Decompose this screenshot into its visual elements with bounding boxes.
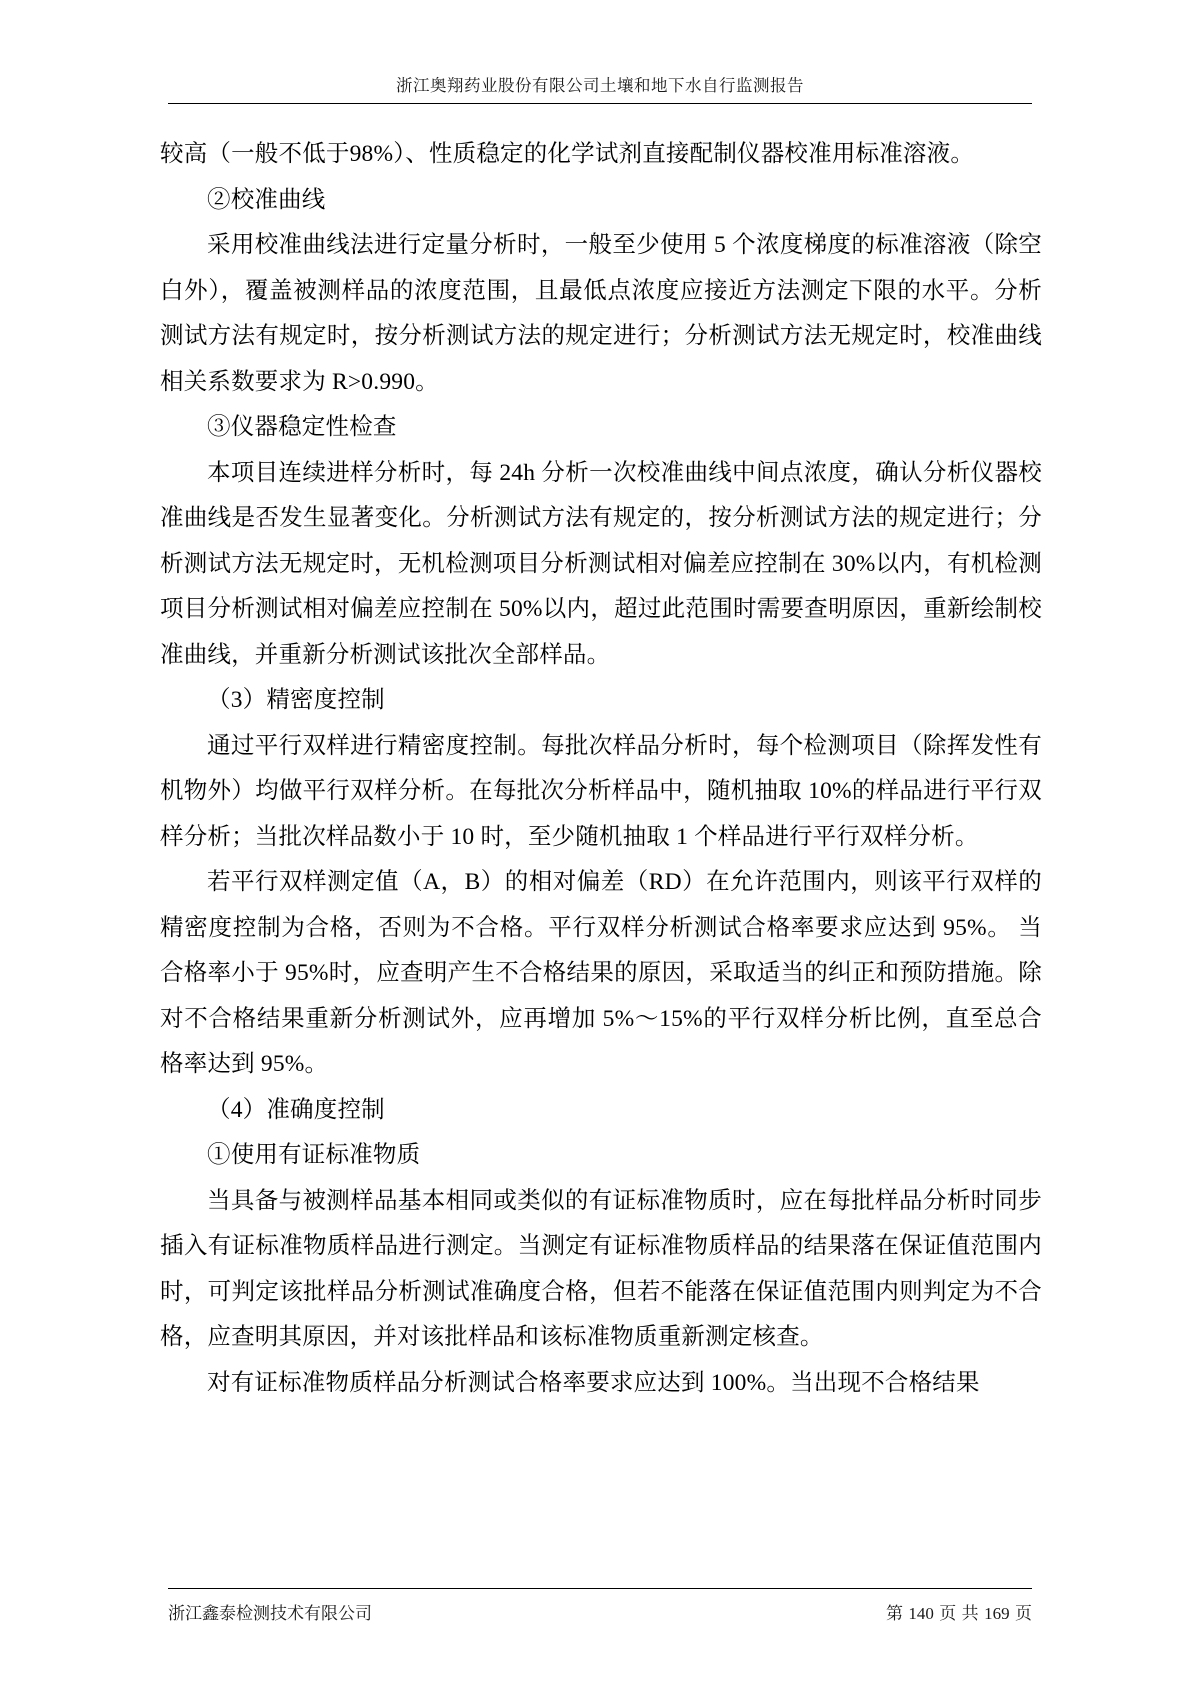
paragraph: 采用校准曲线法进行定量分析时，一般至少使用 5 个浓度梯度的标准溶液（除空白外），覆盖被测样品的浓度范围，且最低点浓度应接近方法测定下限的水平。分析测试方法有规定时，按分析测试方法的规定进行；分析测试方法无规定时，校准曲线相关系数要求为 R>0.990。 (160, 232, 1042, 395)
paragraph: 通过平行双样进行精密度控制。每批次样品分析时，每个检测项目（除挥发性有机物外）均做平行双样分析。在每批次分析样品中，随机抽取 10%的样品进行平行双样分析；当批次样品数小于 10 时，至少随机抽取 1 个样品进行平行双样分析。 (160, 732, 1042, 850)
paragraph: 本项目连续进样分析时，每 24h 分析一次校准曲线中间点浓度，确认分析仪器校准曲线是否发生显著变化。分析测试方法有规定的，按分析测试方法的规定进行；分析测试方法无规定时，无机检测项目分析测试相对偏差应控制在 30%以内，有机检测项目分析测试相对偏差应控制在 50%以内，超过此范围时需要查明原因，重新绘制校准曲线，并重新分析测试该批次全部样品。 (160, 459, 1042, 668)
document-body (160, 132, 1042, 1406)
page-suffix: 页 (1015, 1604, 1032, 1624)
paragraph: 当具备与被测样品基本相同或类似的有证标准物质时，应在每批样品分析时同步插入有证标准物质样品进行测定。当测定有证标准物质样品的结果落在保证值范围内时，可判定该批样品分析测试准确度合格，但若不能落在保证值范围内则判定为不合格，应查明其原因，并对该批样品和该标准物质重新测定核查。 (160, 1187, 1042, 1350)
header-divider (168, 103, 1032, 104)
page-number: 140 (908, 1604, 934, 1623)
footer-company: 浙江鑫泰检测技术有限公司 (168, 1604, 372, 1624)
page-prefix: 第 (885, 1604, 903, 1624)
page-footer (168, 1599, 1032, 1624)
page-header: 浙江奥翔药业股份有限公司土壤和地下水自行监测报告 (396, 76, 804, 95)
paragraph: ②校准曲线 (207, 186, 326, 213)
page-total: 169 (984, 1604, 1010, 1623)
paragraph: ①使用有证标准物质 (207, 1142, 421, 1168)
footer-divider (168, 1588, 1032, 1589)
page-indicator (886, 1599, 1032, 1624)
paragraph: 较高（一般不低于98%）、性质稳定的化学试剂直接配制仪器校准用标准溶液。 (160, 141, 975, 167)
paragraph: （3）精密度控制 (207, 687, 385, 713)
paragraph: 对有证标准物质样品分析测试合格率要求应达到 100%。当出现不合格结果 (207, 1369, 980, 1396)
paragraph: 若平行双样测定值（A，B）的相对偏差（RD）在允许范围内，则该平行双样的精密度控制为合格，否则为不合格。平行双样分析测试合格率要求应达到 95%。 当合格率小于 95%时，应查明产生不合格结果的原因，采取适当的纠正和预防措施。除对不合格结果重新分析测试外，应再增加 5%～15%的平行双样分析比例，直至总合格率达到 95%。 (160, 869, 1042, 1077)
paragraph: ③仪器稳定性检查 (207, 414, 397, 440)
paragraph: （4）准确度控制 (207, 1096, 385, 1123)
page-middle: 页 共 (939, 1604, 979, 1624)
